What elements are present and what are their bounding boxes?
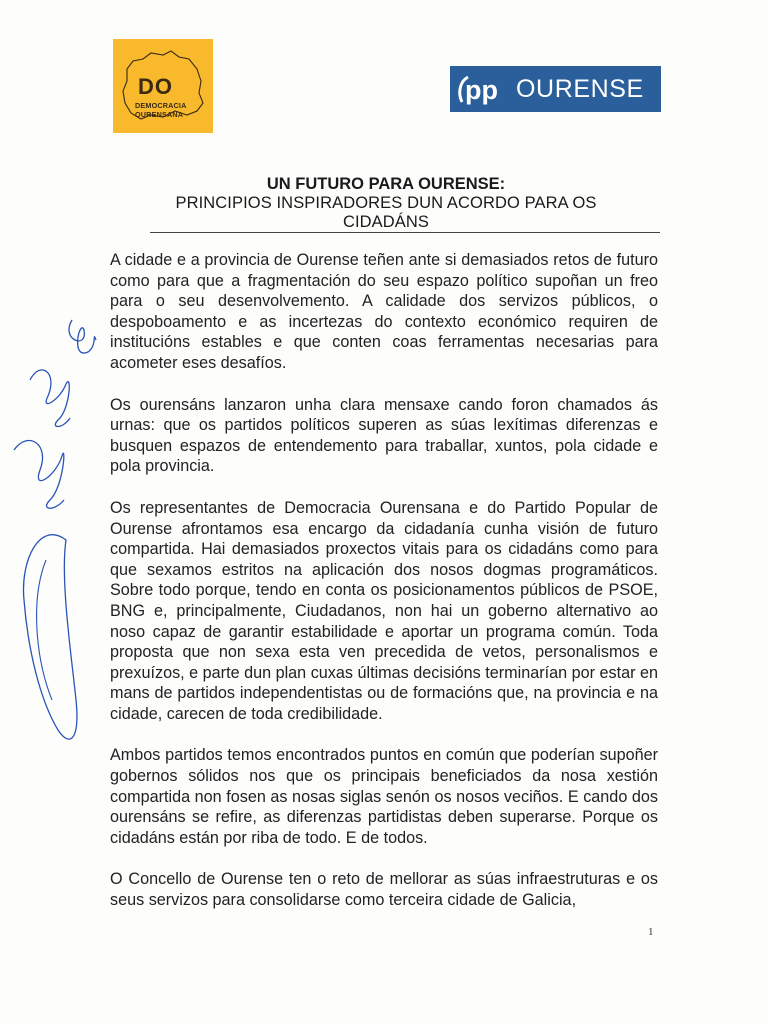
title-main: UN FUTURO PARA OURENSE: <box>266 175 506 193</box>
document-body <box>110 250 658 911</box>
do-logo-line2: OURENSANA <box>135 110 184 119</box>
paragraph-5: O Concello de Ourense ten o reto de mellorar as súas infraestruturas e os seus servizos para consolidarse como terceira cidade de Galicia, <box>110 870 658 910</box>
do-logo-line1: DEMOCRACIA <box>135 101 187 110</box>
pp-mark-text: pp <box>465 75 498 105</box>
do-logo-subtitle <box>135 101 187 119</box>
title-underline <box>150 232 660 233</box>
pp-ourense-logo <box>450 66 661 112</box>
paragraph-3: Os representantes de Democracia Ourensana e do Partido Popular de Ourense afrontamos esa encargo da cidadanía cunha visión de futuro compartida. Hai demasiados proxectos vitais para os cidadáns como para que sexamos estritos na aplicación dos nosos dogmas programáticos. Sobre todo porque, tendo en conta os posicionamentos públicos de PSOE, BNG e, principalmente, Ciudadanos, non hai un goberno alternativo ao noso capaz de garantir estabilidade e aportar un programa común. Toda proposta que non sexa esta ven precedida de vetos, personalismos e prexuízos, e parte dun plan cuxas últimas decisións terminarían por estar en mans de partidos independentistas ou de formacións que, na provincia e na cidade, carecen de toda credibilidade. <box>110 498 658 723</box>
title-subtitle: PRINCIPIOS INSPIRADORES DUN ACORDO PARA OS CIDADÁNS <box>175 194 597 231</box>
paragraph-4: Ambos partidos temos encontrados puntos en común que poderían supoñer gobernos sólidos nos que os principais beneficiados da nosa xestión compartida non fosen as nosas siglas senón os nosos veciños. E cando dos ourensáns se refire, as diferenzas partidistas deben superarse. Porque os cidadáns están por riba de todo. E de todos. <box>110 746 658 847</box>
pp-logo-text: OURENSE <box>516 75 644 103</box>
pp-gull-icon <box>456 72 508 106</box>
do-logo-text: DO <box>138 74 173 99</box>
paragraph-1: A cidade e a provincia de Ourense teñen ante si demasiados retos de futuro como para que a fragmentación do seu espazo político supoñan un freo para o seu desenvolvemento. A calidade dos servizos públicos, o despoboamento e as incertezas do contexto económico requiren de institucións estables e que conten coas ferramentas necesarias para acometer eses desafíos. <box>110 251 658 372</box>
document-title <box>150 175 622 232</box>
page-number: 1 <box>648 926 654 938</box>
handwritten-signature <box>0 0 140 800</box>
paragraph-2: Os ourensáns lanzaron unha clara mensaxe cando foron chamados ás urnas: que os partidos políticos superen as súas lexítimas diferenzas e busquen espazos de entendemento para traballar, xuntos, pola cidade e pola provincia. <box>110 395 658 476</box>
